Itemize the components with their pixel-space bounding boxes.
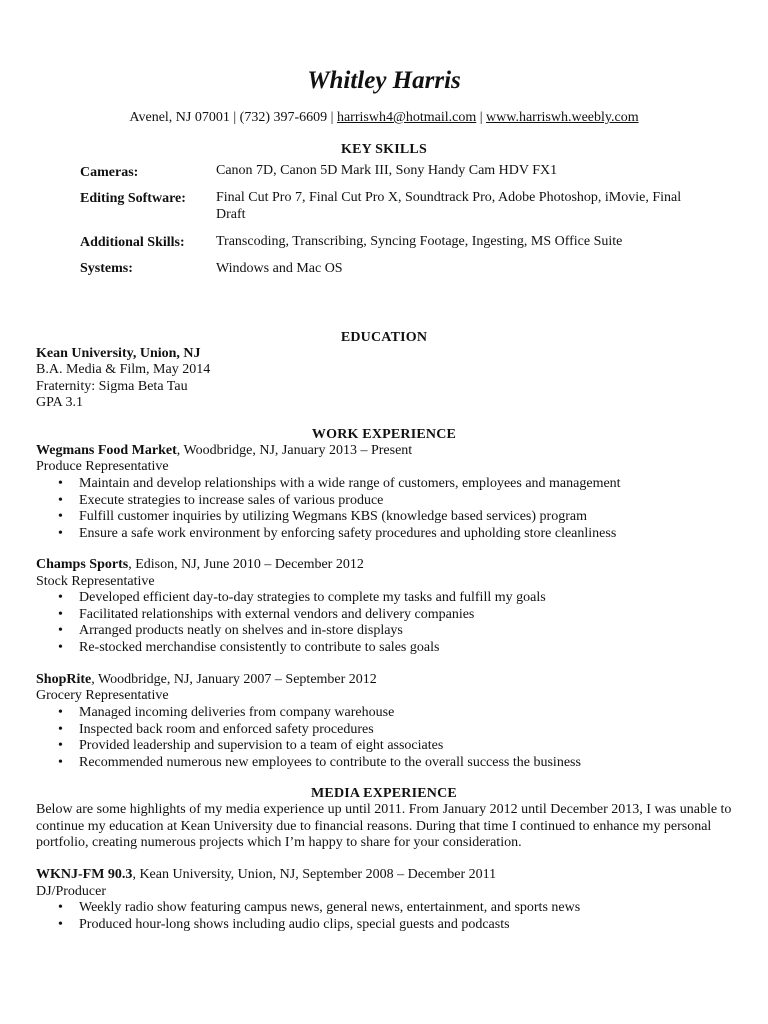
bullet-icon: • xyxy=(58,754,63,770)
contact-line xyxy=(0,110,768,127)
job-employer: Champs Sports xyxy=(36,557,129,572)
job-bullet: • Maintain and develop relationships with a wide range of customers, employees and management xyxy=(58,476,621,491)
bullet-icon: • xyxy=(58,492,63,508)
skill-label-editing: Editing Software: xyxy=(80,191,186,206)
job-role: Stock Representative xyxy=(36,574,155,589)
job-bullet-list xyxy=(36,705,581,771)
job-details: , Woodbridge, NJ, January 2013 – Present xyxy=(176,443,413,458)
job-employer: WKNJ-FM 90.3 xyxy=(36,867,133,882)
job-bullet-list xyxy=(36,900,580,933)
skill-value-systems: Windows and Mac OS xyxy=(216,261,343,276)
job-bullet: • Facilitated relationships with external vendors and delivery companies xyxy=(58,606,475,622)
skill-value-additional: Transcoding, Transcribing, Syncing Footage, Ingesting, MS Office Suite xyxy=(216,234,623,249)
job-employer: Wegmans Food Market xyxy=(36,443,177,458)
work-experience-title: WORK EXPERIENCE xyxy=(311,427,457,442)
job-bullet: • Recommended numerous new employees to contribute to the overall success the business xyxy=(58,754,581,770)
job-bullet: • Weekly radio show featuring campus news, general news, entertainment, and sports news xyxy=(58,900,581,915)
job-bullet: • Inspected back room and enforced safety procedures xyxy=(58,721,374,737)
job-heading xyxy=(36,867,496,884)
job-role: Grocery Representative xyxy=(36,688,169,703)
education-fraternity: Fraternity: Sigma Beta Tau xyxy=(36,379,188,394)
contact-separator: | xyxy=(476,110,487,125)
bullet-icon: • xyxy=(58,721,63,737)
media-intro: Below are some highlights of my media experience up until 2011. From January 2012 until December 2013, I was unable to continue my education at Kean University due to financial reasons. During that time I continued to enhance my personal portfolio, creating numerous projects which I’m happy to share for your consideration. xyxy=(36,802,732,850)
bullet-icon: • xyxy=(58,606,63,622)
bullet-icon: • xyxy=(58,476,63,491)
job-bullet: • Ensure a safe work environment by enforcing safety procedures and upholding store cleanliness xyxy=(58,525,617,541)
media-experience-title: MEDIA EXPERIENCE xyxy=(311,786,457,801)
address-phone: Avenel, NJ 07001 | (732) 397-6609 | xyxy=(129,110,337,125)
job-bullet-list xyxy=(36,590,546,656)
bullet-icon: • xyxy=(58,639,63,655)
job-details: , Edison, NJ, June 2010 – December 2012 xyxy=(128,557,364,572)
job-heading xyxy=(36,672,377,689)
bullet-icon: • xyxy=(58,525,63,541)
key-skills-title: KEY SKILLS xyxy=(341,142,427,157)
email-link[interactable]: harriswh4@hotmail.com xyxy=(336,110,477,125)
bullet-icon: • xyxy=(58,916,63,932)
job-bullet: • Arranged products neatly on shelves and in-store displays xyxy=(58,623,403,638)
job-bullet: • Managed incoming deliveries from company warehouse xyxy=(58,705,395,720)
skill-value-editing: Final Cut Pro 7, Final Cut Pro X, Soundtrack Pro, Adobe Photoshop, iMovie, Final Draft xyxy=(216,190,682,222)
bullet-icon: • xyxy=(58,623,63,638)
job-bullet: • Produced hour-long shows including audio clips, special guests and podcasts xyxy=(58,916,510,932)
bullet-icon: • xyxy=(58,705,63,720)
job-role: Produce Representative xyxy=(36,459,169,474)
bullet-icon: • xyxy=(58,900,63,915)
job-role: DJ/Producer xyxy=(36,884,106,899)
job-employer: ShopRite xyxy=(36,672,92,687)
job-bullet: • Developed efficient day-to-day strategies to complete my tasks and fulfill my goals xyxy=(58,590,546,605)
job-details: , Kean University, Union, NJ, September 2008 – December 2011 xyxy=(132,867,497,882)
website-link[interactable]: www.harriswh.weebly.com xyxy=(486,110,639,125)
bullet-icon: • xyxy=(58,590,63,605)
skill-label-additional: Additional Skills: xyxy=(80,235,185,250)
job-bullet: • Execute strategies to increase sales of various produce xyxy=(58,492,384,508)
job-bullet: • Provided leadership and supervision to a team of eight associates xyxy=(58,738,444,753)
skill-label-systems: Systems: xyxy=(80,261,133,276)
bullet-icon: • xyxy=(58,738,63,753)
job-bullet: • Re-stocked merchandise consistently to contribute to sales goals xyxy=(58,639,440,655)
education-degree: B.A. Media & Film, May 2014 xyxy=(36,362,211,377)
education-gpa: GPA 3.1 xyxy=(36,395,83,410)
job-heading xyxy=(36,557,364,574)
resume-name: Whitley Harris xyxy=(307,67,461,94)
job-bullet-list xyxy=(36,476,621,542)
job-bullet: • Fulfill customer inquiries by utilizing Wegmans KBS (knowledge based services) program xyxy=(58,509,587,524)
job-heading xyxy=(36,443,412,460)
bullet-icon: • xyxy=(58,509,63,524)
skill-label-cameras: Cameras: xyxy=(80,165,139,180)
education-title: EDUCATION xyxy=(340,330,428,345)
education-school: Kean University, Union, NJ xyxy=(36,346,201,361)
skill-value-cameras: Canon 7D, Canon 5D Mark III, Sony Handy Cam HDV FX1 xyxy=(216,163,558,178)
job-details: , Woodbridge, NJ, January 2007 – September 2012 xyxy=(91,672,377,687)
